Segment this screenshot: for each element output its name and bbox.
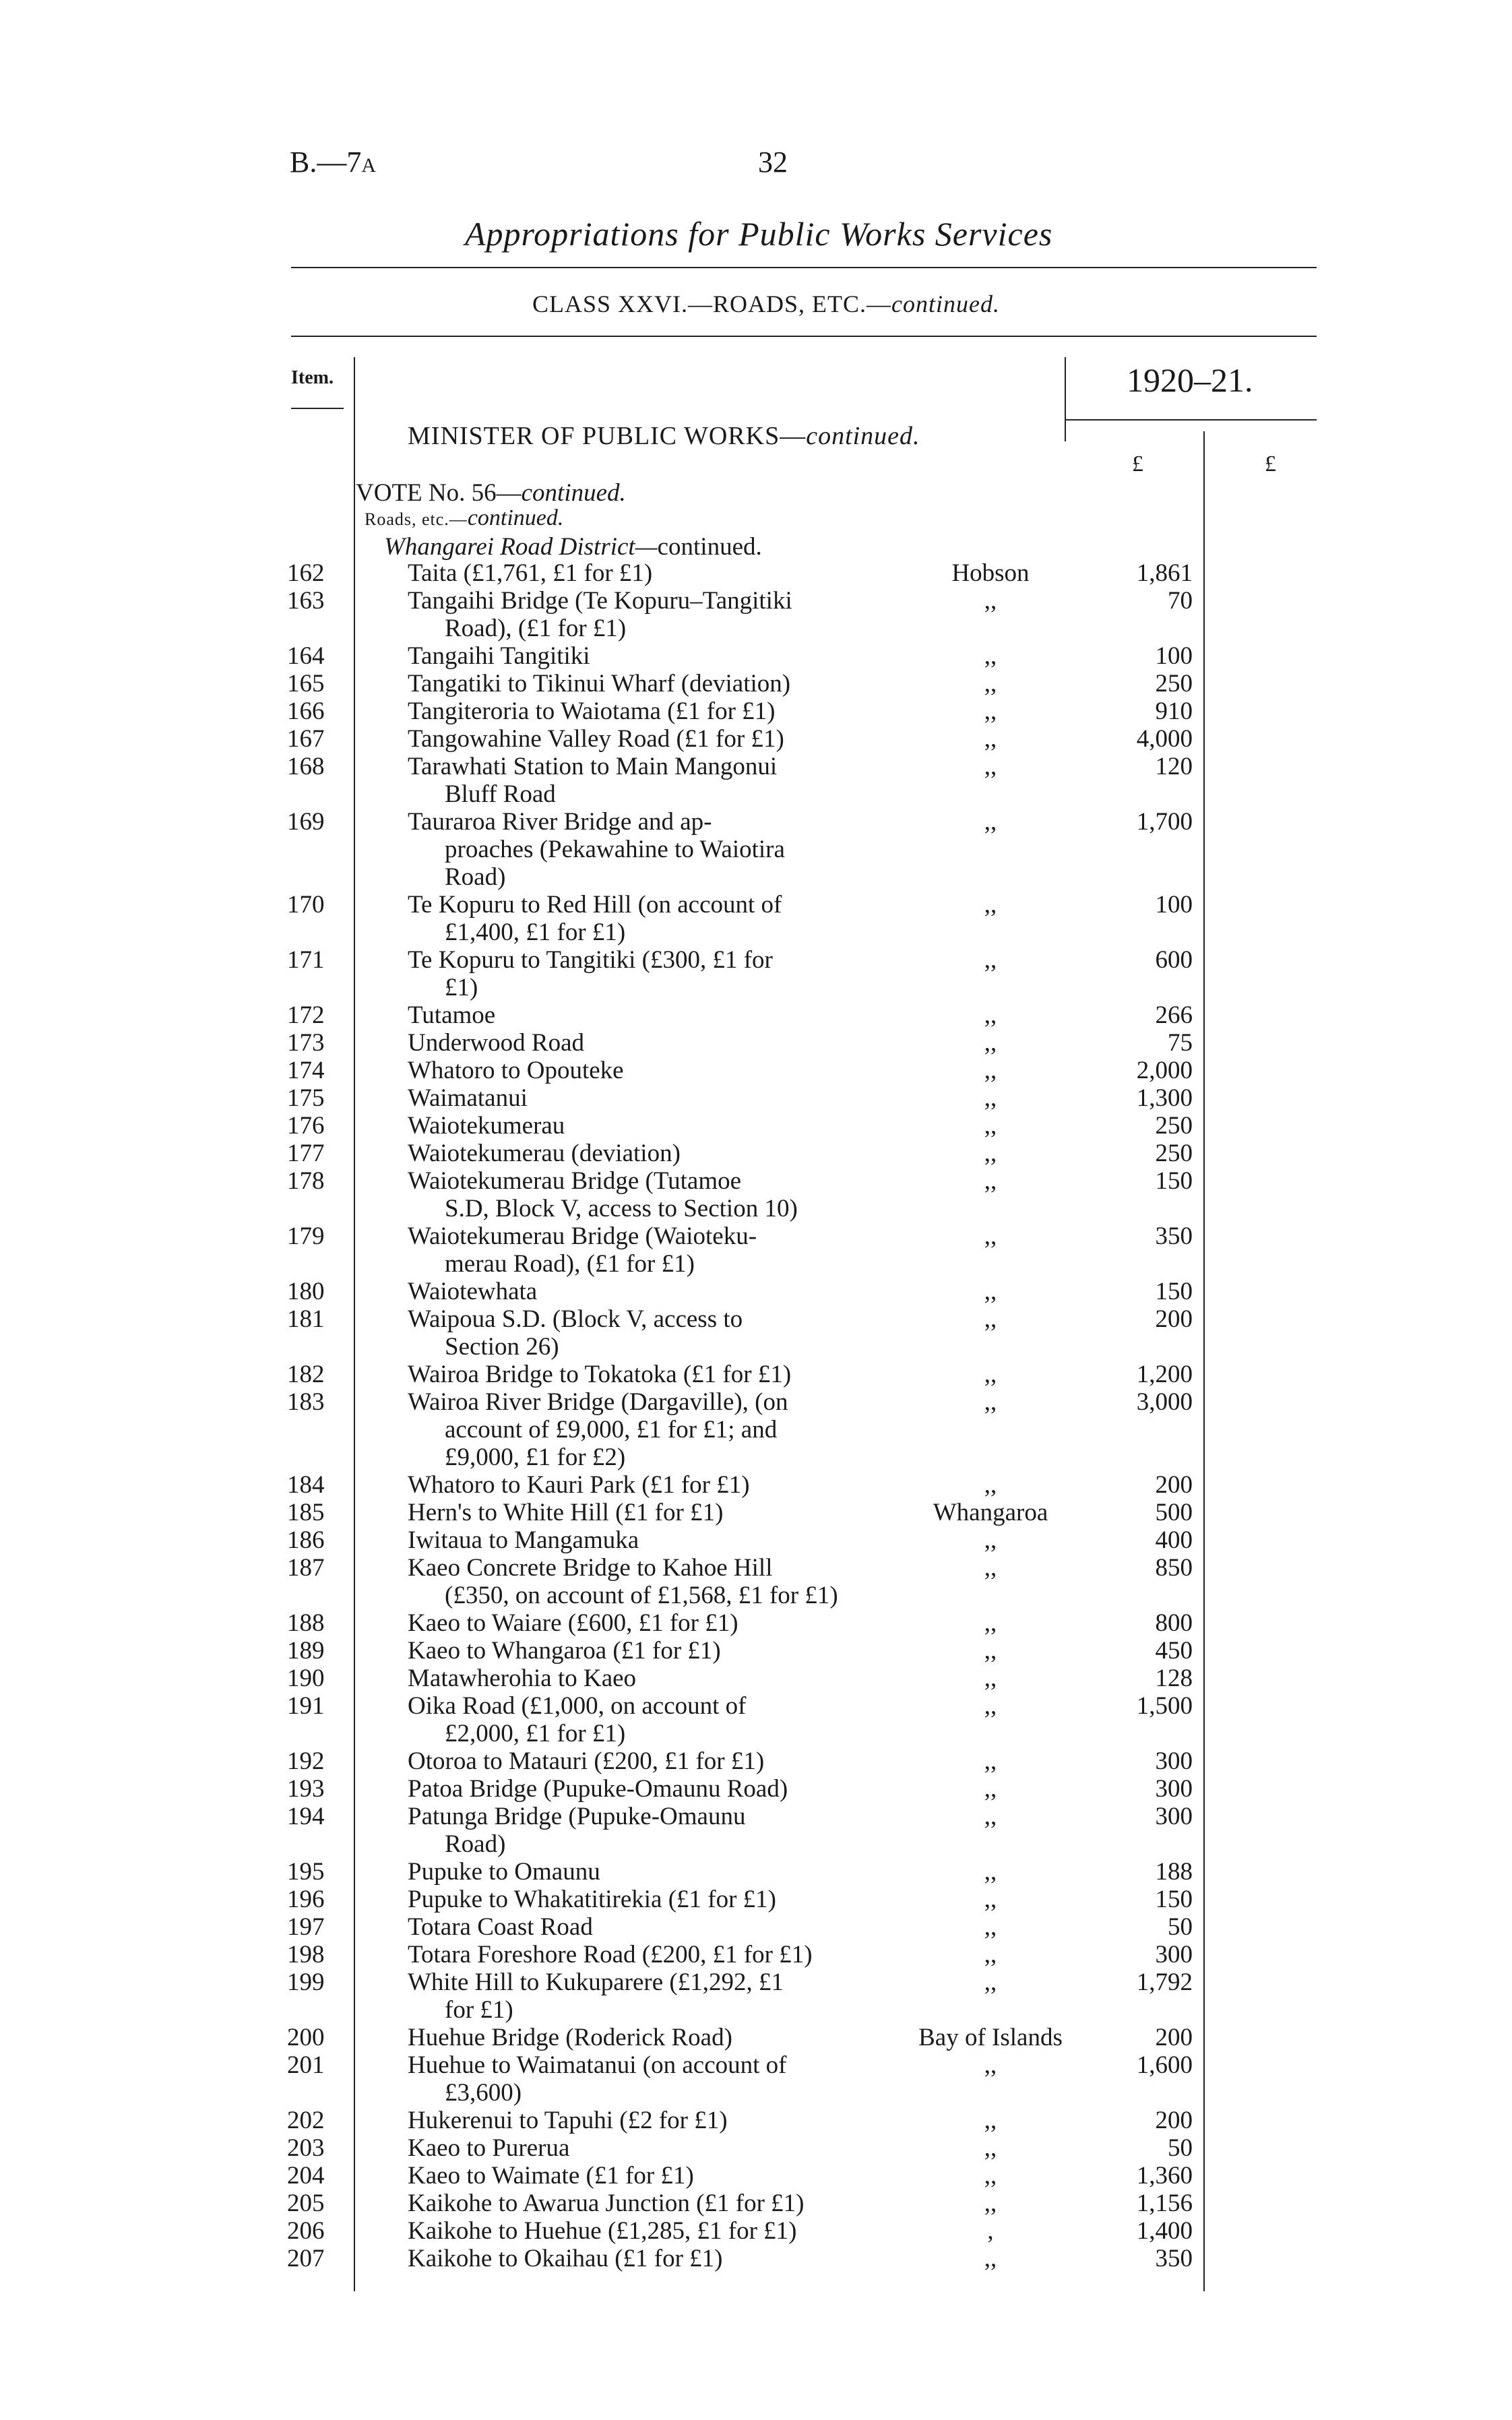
item-description: Underwood Road — [408, 1029, 585, 1057]
item-number: 192 — [287, 1747, 325, 1775]
table-row-continuation — [0, 1996, 1512, 2024]
item-description: S.D, Block V, access to Section 10) — [445, 1195, 798, 1222]
table-row — [0, 1968, 1512, 1996]
item-number: 179 — [287, 1222, 325, 1250]
county-name: ,, — [984, 1665, 997, 1692]
county-name: ,, — [984, 891, 997, 919]
item-number: 187 — [287, 1554, 325, 1582]
item-amount: 850 — [1155, 1554, 1193, 1582]
table-row-continuation — [0, 836, 1512, 863]
table-row-continuation — [0, 919, 1512, 946]
table-row — [0, 1913, 1512, 1941]
minister-heading-continued: continued. — [806, 422, 920, 450]
county-name: ,, — [984, 1941, 997, 1968]
table-row — [0, 1526, 1512, 1554]
item-description: Iwitaua to Mangamuka — [408, 1526, 639, 1554]
pound-sign-total: £ — [1265, 452, 1276, 476]
item-description: Patoa Bridge (Pupuke-Omaunu Road) — [408, 1775, 788, 1803]
table-row — [0, 1692, 1512, 1720]
item-amount: 300 — [1155, 1803, 1193, 1830]
item-description: Road) — [445, 1830, 506, 1858]
county-name: ,, — [984, 1886, 997, 1913]
item-number: 206 — [287, 2217, 325, 2245]
item-amount: 120 — [1155, 753, 1193, 780]
table-row-continuation — [0, 2079, 1512, 2107]
item-amount: 250 — [1155, 1140, 1193, 1167]
item-amount: 450 — [1155, 1637, 1193, 1665]
county-name: ,, — [984, 1858, 997, 1886]
item-amount: 200 — [1155, 1305, 1193, 1333]
county-name: ,, — [984, 2245, 997, 2272]
item-amount: 266 — [1155, 1001, 1193, 1029]
minister-heading — [408, 421, 920, 451]
county-name: Bay of Islands — [918, 2024, 1063, 2051]
class-heading — [532, 290, 1000, 318]
item-description: £9,000, £1 for £2) — [445, 1444, 626, 1471]
item-amount: 350 — [1155, 2245, 1193, 2272]
page-title: Appropriations for Public Works Services — [465, 215, 1053, 253]
item-description: Waipoua S.D. (Block V, access to — [408, 1305, 743, 1333]
item-description: for £1) — [445, 1996, 513, 2024]
table-row-continuation — [0, 1195, 1512, 1222]
county-name: ,, — [984, 1029, 997, 1057]
item-number: 177 — [287, 1140, 325, 1167]
table-row — [0, 2190, 1512, 2217]
item-description: Otoroa to Matauri (£200, £1 for £1) — [408, 1747, 765, 1775]
item-description: Kaeo Concrete Bridge to Kahoe Hill — [408, 1554, 773, 1582]
county-name: ,, — [984, 1913, 997, 1941]
item-column-header: Item. — [291, 367, 334, 388]
table-row — [0, 642, 1512, 670]
item-number: 170 — [287, 891, 325, 919]
item-amount: 1,360 — [1136, 2162, 1193, 2190]
table-row — [0, 1222, 1512, 1250]
county-name: ,, — [984, 1167, 997, 1195]
year-column-header: 1920–21. — [1127, 361, 1253, 399]
item-number: 162 — [287, 559, 325, 587]
table-row-continuation — [0, 615, 1512, 642]
year-header-rule — [1065, 419, 1317, 421]
pound-sign-amount: £ — [1132, 452, 1143, 476]
item-number: 207 — [287, 2245, 325, 2272]
item-number: 190 — [287, 1665, 325, 1692]
table-row — [0, 753, 1512, 780]
table-row — [0, 1941, 1512, 1968]
amount-column-rule — [1065, 357, 1066, 441]
item-description: (£350, on account of £1,568, £1 for £1) — [445, 1582, 838, 1609]
item-description: Tangaihi Tangitiki — [408, 642, 590, 670]
item-description: £1,400, £1 for £1) — [445, 919, 626, 946]
county-name: ,, — [984, 1526, 997, 1554]
county-name: Hobson — [951, 559, 1030, 587]
county-name: , — [987, 2217, 994, 2245]
item-number: 196 — [287, 1886, 325, 1913]
item-description: merau Road), (£1 for £1) — [445, 1250, 695, 1278]
county-name: ,, — [984, 1001, 997, 1029]
item-amount: 1,792 — [1136, 1968, 1193, 1996]
table-row — [0, 2245, 1512, 2272]
table-row — [0, 946, 1512, 974]
item-description: Wairoa Bridge to Tokatoka (£1 for £1) — [408, 1361, 792, 1388]
table-row-continuation — [0, 1720, 1512, 1747]
item-amount: 200 — [1155, 2024, 1193, 2051]
table-row-continuation — [0, 1830, 1512, 1858]
item-description: Waiotekumerau — [408, 1112, 565, 1140]
item-amount: 1,156 — [1136, 2190, 1193, 2217]
item-description: Te Kopuru to Red Hill (on account of — [408, 891, 782, 919]
county-name: ,, — [984, 1084, 997, 1112]
table-row-continuation — [0, 1444, 1512, 1471]
item-amount: 75 — [1168, 1029, 1193, 1057]
county-name: ,, — [984, 1747, 997, 1775]
table-row — [0, 1388, 1512, 1416]
item-description: £1) — [445, 974, 478, 1001]
item-number: 202 — [287, 2107, 325, 2134]
item-description: Kaeo to Waiare (£600, £1 for £1) — [408, 1609, 738, 1637]
table-row — [0, 725, 1512, 753]
county-name: ,, — [984, 2162, 997, 2190]
county-name: ,, — [984, 1692, 997, 1720]
county-name: ,, — [984, 1388, 997, 1416]
county-name: ,, — [984, 697, 997, 725]
county-name: Whangaroa — [933, 1499, 1048, 1526]
item-number: 194 — [287, 1803, 325, 1830]
item-amount: 100 — [1155, 642, 1193, 670]
table-row — [0, 1858, 1512, 1886]
county-name: ,, — [984, 1057, 997, 1084]
item-description: Patunga Bridge (Pupuke-Omaunu — [408, 1803, 746, 1830]
county-name: ,, — [984, 1803, 997, 1830]
table-row-continuation — [0, 1582, 1512, 1609]
table-row — [0, 1001, 1512, 1029]
district-heading — [384, 532, 762, 561]
roads-heading-main: Roads, etc.— — [365, 509, 468, 529]
item-description: Matawherohia to Kaeo — [408, 1665, 637, 1692]
item-amount: 4,000 — [1136, 725, 1193, 753]
table-row — [0, 2107, 1512, 2134]
item-description: Waiotewhata — [408, 1278, 538, 1305]
title-rule — [291, 267, 1317, 268]
county-name: ,, — [984, 1112, 997, 1140]
item-description: Kaeo to Purerua — [408, 2134, 570, 2162]
item-amount: 250 — [1155, 670, 1193, 697]
table-row — [0, 559, 1512, 587]
item-number: 204 — [287, 2162, 325, 2190]
document-reference-suffix: A — [361, 154, 377, 177]
item-number: 185 — [287, 1499, 325, 1526]
county-name: ,, — [984, 753, 997, 780]
table-row-continuation — [0, 1250, 1512, 1278]
item-number: 191 — [287, 1692, 325, 1720]
item-number: 169 — [287, 808, 325, 836]
item-description: Kaikohe to Okaihau (£1 for £1) — [408, 2245, 723, 2272]
table-row — [0, 2134, 1512, 2162]
item-number: 195 — [287, 1858, 325, 1886]
item-description: Kaikohe to Awarua Junction (£1 for £1) — [408, 2190, 805, 2217]
item-description: Whatoro to Opouteke — [408, 1057, 624, 1084]
district-heading-main: Whangarei Road District— — [384, 533, 658, 561]
item-description: account of £9,000, £1 for £1; and — [445, 1416, 778, 1444]
item-description: Kaeo to Waimate (£1 for £1) — [408, 2162, 694, 2190]
table-row — [0, 1775, 1512, 1803]
item-number: 163 — [287, 587, 325, 615]
item-description: £2,000, £1 for £1) — [445, 1720, 626, 1747]
county-name: ,, — [984, 2051, 997, 2079]
item-amount: 1,200 — [1136, 1361, 1193, 1388]
district-heading-continued: continued. — [657, 533, 762, 561]
item-description: Pupuke to Omaunu — [408, 1858, 600, 1886]
item-description: Te Kopuru to Tangitiki (£300, £1 for — [408, 946, 773, 974]
page-number: 32 — [758, 146, 788, 179]
vote-heading-main: VOTE No. 56— — [356, 479, 522, 507]
county-name: ,, — [984, 1637, 997, 1665]
item-number: 182 — [287, 1361, 325, 1388]
item-amount: 1,700 — [1136, 808, 1193, 836]
table-row — [0, 1471, 1512, 1499]
item-number: 168 — [287, 753, 325, 780]
county-name: ,, — [984, 1305, 997, 1333]
item-amount: 300 — [1155, 1941, 1193, 1968]
table-row — [0, 1278, 1512, 1305]
item-amount: 128 — [1155, 1665, 1193, 1692]
table-row — [0, 670, 1512, 697]
item-number: 188 — [287, 1609, 325, 1637]
table-row-continuation — [0, 780, 1512, 808]
item-description: Hern's to White Hill (£1 for £1) — [408, 1499, 724, 1526]
county-name: ,, — [984, 1554, 997, 1582]
item-description: Tangatiki to Tikinui Wharf (deviation) — [408, 670, 791, 697]
item-description: Road), (£1 for £1) — [445, 615, 627, 642]
document-reference — [290, 145, 376, 179]
item-description: Wairoa River Bridge (Dargaville), (on — [408, 1388, 788, 1416]
item-number: 173 — [287, 1029, 325, 1057]
item-description: Whatoro to Kauri Park (£1 for £1) — [408, 1471, 750, 1499]
item-amount: 100 — [1155, 891, 1193, 919]
item-amount: 250 — [1155, 1112, 1193, 1140]
item-amount: 800 — [1155, 1609, 1193, 1637]
item-amount: 1,300 — [1136, 1084, 1193, 1112]
county-name: ,, — [984, 1140, 997, 1167]
table-row — [0, 2217, 1512, 2245]
item-number: 200 — [287, 2024, 325, 2051]
item-number: 180 — [287, 1278, 325, 1305]
item-description: White Hill to Kukuparere (£1,292, £1 — [408, 1968, 784, 1996]
minister-heading-main: MINISTER OF PUBLIC WORKS— — [408, 422, 807, 450]
county-name: ,, — [984, 587, 997, 615]
county-name: ,, — [984, 725, 997, 753]
item-number: 189 — [287, 1637, 325, 1665]
item-description: Kaeo to Whangaroa (£1 for £1) — [408, 1637, 721, 1665]
item-description: Tauraroa River Bridge and ap- — [408, 808, 712, 836]
item-description: Waiotekumerau Bridge (Waioteku- — [408, 1222, 757, 1250]
table-row — [0, 2051, 1512, 2079]
class-heading-continued: continued. — [891, 290, 1001, 317]
table-row — [0, 2024, 1512, 2051]
item-amount: 300 — [1155, 1747, 1193, 1775]
table-row-continuation — [0, 1333, 1512, 1361]
item-number: 172 — [287, 1001, 325, 1029]
table-row-continuation — [0, 1416, 1512, 1444]
table-row — [0, 1029, 1512, 1057]
table-row — [0, 1803, 1512, 1830]
item-description: £3,600) — [445, 2079, 522, 2107]
county-name: ,, — [984, 808, 997, 836]
roads-heading-continued: continued. — [467, 505, 564, 530]
item-description: proaches (Pekawahine to Waiotira — [445, 836, 785, 863]
item-number: 171 — [287, 946, 325, 974]
item-description: Oika Road (£1,000, on account of — [408, 1692, 747, 1720]
item-number: 184 — [287, 1471, 325, 1499]
item-amount: 200 — [1155, 2107, 1193, 2134]
item-description: Tutamoe — [408, 1001, 496, 1029]
item-description: Road) — [445, 863, 506, 891]
item-amount: 500 — [1155, 1499, 1193, 1526]
item-number: 183 — [287, 1388, 325, 1416]
item-number: 167 — [287, 725, 325, 753]
item-amount: 910 — [1155, 697, 1193, 725]
table-row — [0, 587, 1512, 615]
item-description: Huehue Bridge (Roderick Road) — [408, 2024, 732, 2051]
item-description: Waiotekumerau (deviation) — [408, 1140, 681, 1167]
item-header-rule — [291, 408, 344, 409]
item-amount: 150 — [1155, 1278, 1193, 1305]
county-name: ,, — [984, 670, 997, 697]
table-row — [0, 1499, 1512, 1526]
table-row — [0, 1747, 1512, 1775]
item-description: Pupuke to Whakatitirekia (£1 for £1) — [408, 1886, 776, 1913]
class-heading-main: CLASS XXVI.—ROADS, ETC.— — [532, 290, 892, 317]
item-number: 176 — [287, 1112, 325, 1140]
item-number: 175 — [287, 1084, 325, 1112]
table-row — [0, 1554, 1512, 1582]
table-row — [0, 808, 1512, 836]
county-name: ,, — [984, 1775, 997, 1803]
table-row — [0, 1057, 1512, 1084]
roads-heading — [365, 505, 563, 531]
item-amount: 1,600 — [1136, 2051, 1193, 2079]
vote-heading — [356, 478, 626, 507]
county-name: ,, — [984, 1968, 997, 1996]
table-row — [0, 1637, 1512, 1665]
item-number: 197 — [287, 1913, 325, 1941]
item-description: Taita (£1,761, £1 for £1) — [408, 559, 653, 587]
vote-heading-continued: continued. — [521, 479, 626, 507]
item-number: 186 — [287, 1526, 325, 1554]
table-row — [0, 891, 1512, 919]
item-number: 165 — [287, 670, 325, 697]
item-number: 166 — [287, 697, 325, 725]
county-name: ,, — [984, 642, 997, 670]
county-name: ,, — [984, 2107, 997, 2134]
item-amount: 350 — [1155, 1222, 1193, 1250]
item-description: Waiotekumerau Bridge (Tutamoe — [408, 1167, 742, 1195]
item-amount: 150 — [1155, 1886, 1193, 1913]
county-name: ,, — [984, 1361, 997, 1388]
item-amount: 1,500 — [1136, 1692, 1193, 1720]
county-name: ,, — [984, 2190, 997, 2217]
county-name: ,, — [984, 1471, 997, 1499]
table-row — [0, 1112, 1512, 1140]
item-number: 181 — [287, 1305, 325, 1333]
item-amount: 1,861 — [1136, 559, 1193, 587]
item-description: Totara Foreshore Road (£200, £1 for £1) — [408, 1941, 813, 1968]
table-row — [0, 1665, 1512, 1692]
item-description: Huehue to Waimatanui (on account of — [408, 2051, 787, 2079]
item-description: Tangaihi Bridge (Te Kopuru–Tangitiki — [408, 587, 792, 615]
item-description: Section 26) — [445, 1333, 559, 1361]
item-description: Tangiteroria to Waiotama (£1 for £1) — [408, 697, 776, 725]
item-description: Hukerenui to Tapuhi (£2 for £1) — [408, 2107, 728, 2134]
table-row — [0, 1084, 1512, 1112]
item-amount: 70 — [1168, 587, 1193, 615]
item-description: Bluff Road — [445, 780, 556, 808]
county-name: ,, — [984, 1609, 997, 1637]
item-number: 178 — [287, 1167, 325, 1195]
item-description: Tangowahine Valley Road (£1 for £1) — [408, 725, 784, 753]
county-name: ,, — [984, 2134, 997, 2162]
table-row-continuation — [0, 863, 1512, 891]
item-amount: 400 — [1155, 1526, 1193, 1554]
item-amount: 2,000 — [1136, 1057, 1193, 1084]
item-description: Kaikohe to Huehue (£1,285, £1 for £1) — [408, 2217, 797, 2245]
item-amount: 3,000 — [1136, 1388, 1193, 1416]
item-amount: 300 — [1155, 1775, 1193, 1803]
item-description: Totara Coast Road — [408, 1913, 593, 1941]
item-amount: 200 — [1155, 1471, 1193, 1499]
item-amount: 600 — [1155, 946, 1193, 974]
item-description: Waimatanui — [408, 1084, 528, 1112]
county-name: ,, — [984, 1278, 997, 1305]
item-amount: 1,400 — [1136, 2217, 1193, 2245]
item-number: 164 — [287, 642, 325, 670]
item-number: 199 — [287, 1968, 325, 1996]
item-amount: 50 — [1168, 2134, 1193, 2162]
table-row — [0, 1609, 1512, 1637]
table-row — [0, 1361, 1512, 1388]
county-name: ,, — [984, 946, 997, 974]
item-amount: 150 — [1155, 1167, 1193, 1195]
table-row — [0, 2162, 1512, 2190]
item-number: 201 — [287, 2051, 325, 2079]
item-number: 203 — [287, 2134, 325, 2162]
table-row — [0, 697, 1512, 725]
table-row — [0, 1167, 1512, 1195]
item-number: 174 — [287, 1057, 325, 1084]
item-amount: 50 — [1168, 1913, 1193, 1941]
table-row — [0, 1305, 1512, 1333]
class-rule — [291, 336, 1317, 337]
table-row — [0, 1140, 1512, 1167]
item-number: 193 — [287, 1775, 325, 1803]
table-row-continuation — [0, 974, 1512, 1001]
document-reference-main: B.—7 — [290, 146, 362, 179]
item-number: 198 — [287, 1941, 325, 1968]
table-row — [0, 1886, 1512, 1913]
item-description: Tarawhati Station to Main Mangonui — [408, 753, 778, 780]
item-number: 205 — [287, 2190, 325, 2217]
item-amount: 188 — [1155, 1858, 1193, 1886]
county-name: ,, — [984, 1222, 997, 1250]
